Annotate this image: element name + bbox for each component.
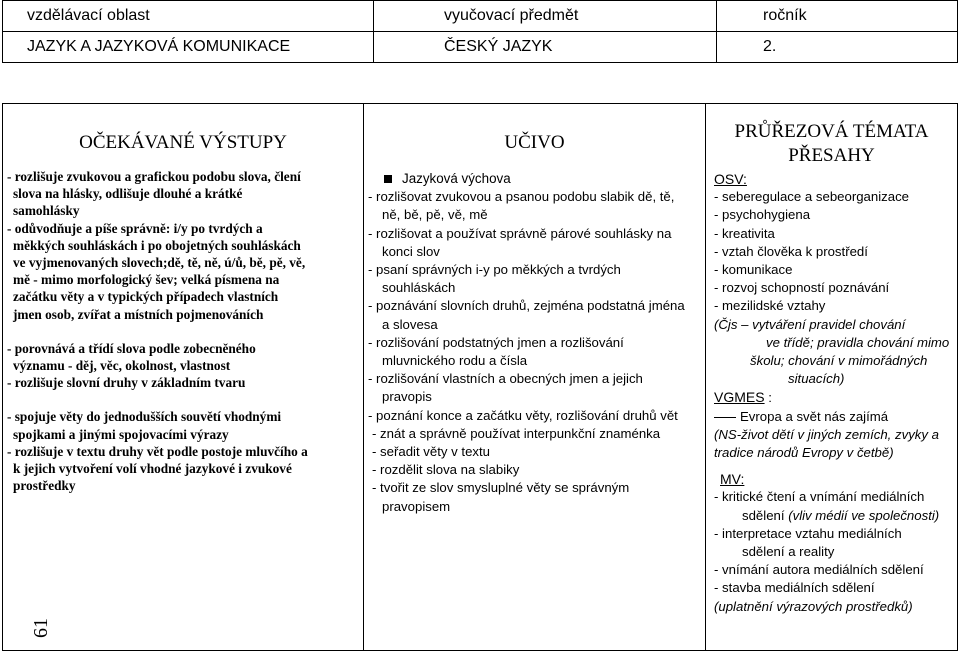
ucivo-line: - seřadit věty v textu — [372, 444, 490, 460]
column-temata — [706, 104, 957, 650]
ucivo-line: - rozdělit slova na slabiky — [372, 462, 520, 478]
vgmes-note: tradice národů Evropy v četbě) — [714, 445, 894, 461]
mv-item: - vnímání autora mediálních sdělení — [714, 562, 924, 578]
mv-item: sdělení a reality — [742, 544, 835, 560]
vystupy-line: měkkých souhláskách i po obojetných souhláskách — [13, 237, 301, 253]
osv-item: - kreativita — [714, 225, 775, 241]
column-vystupy — [3, 104, 364, 650]
vystupy-line: prostředky — [13, 478, 76, 494]
osv-item: - rozvoj schopností poznávání — [714, 280, 890, 296]
osv-note: ve třídě; pravidla chování mimo — [766, 334, 950, 350]
vystupy-line: spojkami a jinými spojovacími výrazy — [13, 426, 229, 442]
value-rocnik: 2. — [717, 32, 958, 63]
label-predmet: vyučovací předmět — [374, 1, 717, 32]
vystupy-line: - spojuje věty do jednodušších souvětí vhodnými — [7, 409, 282, 425]
ucivo-line: - psaní správných i-y po měkkých a tvrdých — [368, 262, 621, 278]
ucivo-list — [368, 170, 701, 516]
ucivo-line: ně, bě, pě, vě, mě — [382, 207, 488, 223]
ucivo-line: mluvnického rodu a čísla — [382, 353, 528, 369]
vystupy-list — [7, 168, 359, 494]
column-ucivo — [364, 104, 706, 650]
dash-icon — [714, 417, 736, 418]
square-bullet-icon — [384, 175, 392, 183]
osv-item: - komunikace — [714, 262, 793, 278]
vgmes-label-line — [714, 388, 953, 407]
vystupy-line: jmen osob, zvířat a místních pojmenováních — [13, 306, 264, 322]
ucivo-line: - rozlišování podstatných jmen a rozlišování — [368, 334, 624, 350]
mv-item — [714, 507, 953, 525]
osv-note: školu; chování v mimořádných — [750, 353, 928, 369]
value-predmet: ČESKÝ JAZYK — [374, 32, 717, 63]
label-rocnik: ročník — [717, 1, 958, 32]
osv-note: (Čjs – vytváření pravidel chování — [714, 316, 906, 332]
column-title-ucivo: UČIVO — [504, 132, 565, 153]
vgmes-item — [714, 408, 953, 426]
ucivo-line: pravopisem — [382, 498, 451, 514]
mv-item: - kritické čtení a vnímání mediálních — [714, 489, 925, 505]
ucivo-line: - rozlišování vlastních a obecných jmen a jejich — [368, 371, 643, 387]
ucivo-line: souhláskách — [382, 280, 456, 296]
vystupy-line: - rozlišuje zvukovou a grafickou podobu slova, člení — [7, 169, 301, 184]
ucivo-line: pravopis — [382, 389, 432, 405]
ucivo-line: - poznávání slovních druhů, zejména podstatná jména — [368, 298, 685, 314]
vystupy-line: slova na hlásky, odlišuje dlouhé a krátké — [13, 186, 243, 202]
osv-item: - mezilidské vztahy — [714, 298, 826, 314]
ucivo-line: konci slov — [382, 243, 440, 259]
mv-label: MV: — [720, 471, 745, 488]
osv-note: situacích) — [788, 371, 845, 387]
vystupy-line: ve vyjmenovaných slovech;dě, tě, ně, ú/ů, bě, pě, vě, — [13, 255, 306, 271]
ucivo-line: - poznání konce a začátku věty, rozlišování druhů vět — [368, 407, 678, 423]
curriculum-table — [2, 103, 958, 651]
osv-label: OSV: — [714, 171, 747, 187]
label-oblast: vzdělávací oblast — [3, 1, 374, 32]
vystupy-line: mě - mimo morfologický šev; velká písmena na — [13, 272, 280, 288]
header-table — [2, 0, 958, 63]
vystupy-line: - odůvodňuje a píše správně: i/y po tvrdých a — [7, 220, 263, 236]
osv-item: - seberegulace a sebeorganizace — [714, 189, 910, 205]
vystupy-line: začátku věty a v typických případech vlastních — [13, 289, 279, 305]
vystupy-line: - porovnává a třídí slova podle zobecněného — [7, 340, 256, 356]
vystupy-line: - rozlišuje slovní druhy v základním tvaru — [7, 375, 246, 391]
ucivo-line: a slovesa — [382, 316, 438, 332]
page-number: 61 — [30, 618, 52, 638]
mv-item: - interpretace vztahu mediálních — [714, 525, 902, 541]
vgmes-label: VGMES — [714, 389, 765, 406]
mv-item: - stavba mediálních sdělení — [714, 580, 875, 596]
mv-note: (uplatnění výrazových prostředků) — [714, 598, 913, 614]
column-title-vystupy: OČEKÁVANÉ VÝSTUPY — [79, 132, 287, 153]
vystupy-line: - rozlišuje v textu druhy vět podle postoje mluvčího a — [7, 443, 308, 459]
ucivo-line: - tvořit ze slov smysluplné věty se správným — [372, 480, 630, 496]
mv-inline-note: (vliv médií ve společnosti) — [788, 507, 940, 523]
ucivo-line: - rozlišovat a používat správně párové souhlásky na — [368, 225, 672, 241]
vystupy-line: samohlásky — [13, 203, 80, 219]
temata-list — [714, 170, 953, 616]
ucivo-line: - znát a správně používat interpunkční znaménka — [372, 425, 661, 441]
vystupy-line: významu - děj, věc, okolnost, vlastnost — [13, 358, 231, 374]
ucivo-line: - rozlišovat zvukovou a psanou podobu slabik dě, tě, — [368, 189, 675, 205]
mv-item-text: sdělení — [742, 507, 785, 523]
osv-item: - vztah člověka k prostředí — [714, 243, 868, 259]
vgmes-text: Evropa a svět nás zajímá — [740, 408, 889, 424]
ucivo-heading — [368, 170, 701, 188]
vgmes-suffix: : — [764, 390, 772, 406]
vystupy-line: k jejich vytvoření volí vhodné jazykové i zvukové — [13, 461, 292, 477]
ucivo-heading-text: Jazyková výchova — [402, 171, 511, 186]
column-title-temata: PRŮŘEZOVÁ TÉMATA PŘESAHY — [734, 121, 929, 166]
value-oblast: JAZYK A JAZYKOVÁ KOMUNIKACE — [3, 32, 374, 63]
vgmes-note: (NS-život dětí v jiných zemích, zvyky a — [714, 426, 939, 442]
osv-item: - psychohygiena — [714, 207, 811, 223]
